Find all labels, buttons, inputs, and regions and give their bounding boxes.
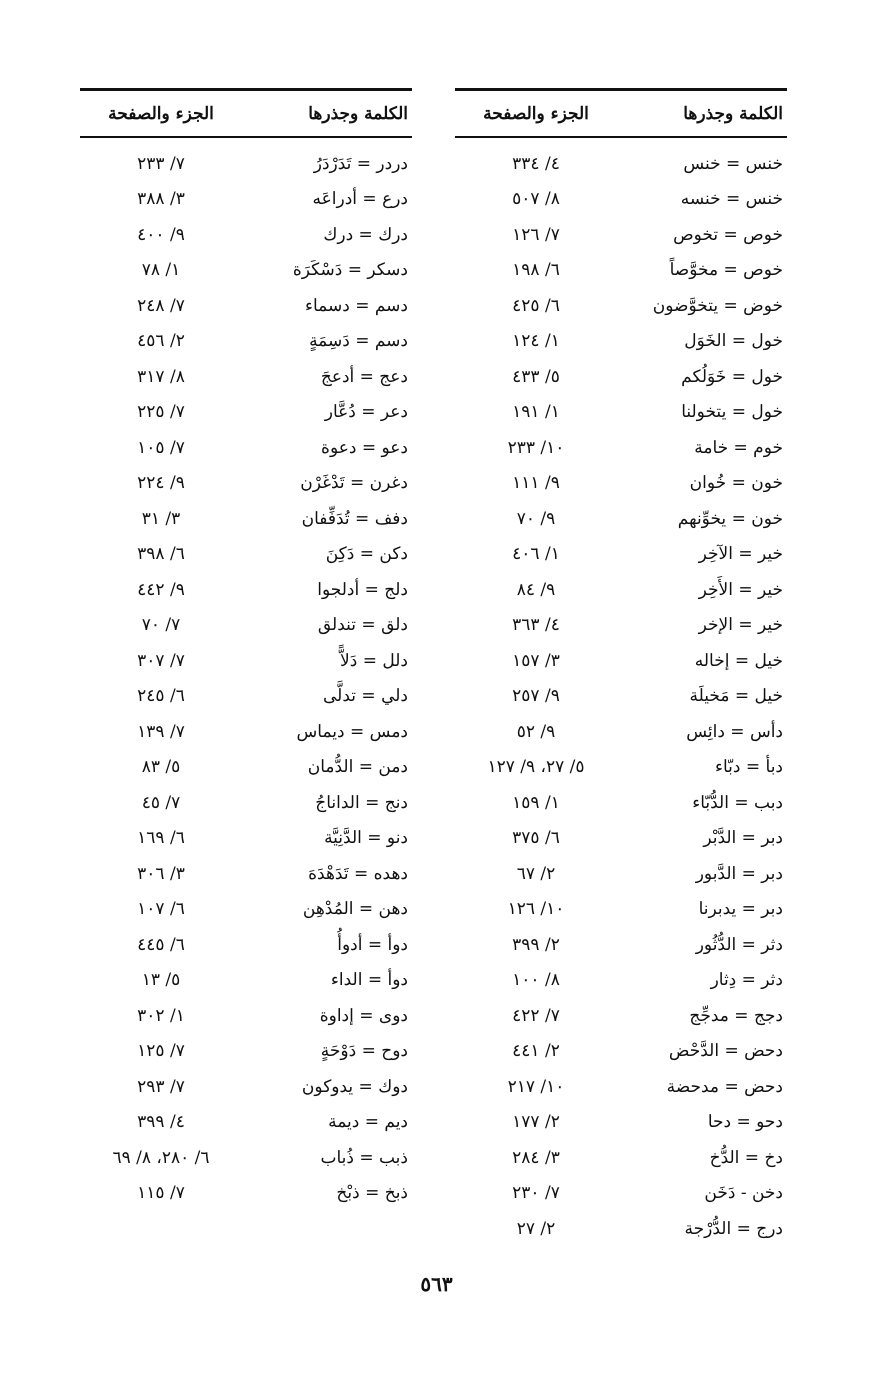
index-entry (80, 146, 412, 182)
entry-reference: ٩/ ٤٠٠ (137, 224, 185, 245)
entry-word: دلق = تندلق (317, 615, 408, 636)
entry-word: دبر = الدَّبور (695, 863, 783, 884)
index-entry (455, 714, 787, 750)
index-entry (80, 892, 412, 928)
index-entry (455, 927, 787, 963)
entry-word: دحض = مدحضة (666, 1076, 783, 1097)
entry-word: درج = الدُّرْجة (684, 1218, 783, 1239)
entry-reference: ٧/ ٢٩٣ (137, 1076, 185, 1097)
entry-reference: ٨/ ٣١٧ (137, 366, 185, 387)
entry-word: دأس = دائِس (686, 721, 783, 742)
header-part-page: الجزء والصفحة (483, 103, 589, 124)
index-entry (80, 750, 412, 786)
entry-reference: ٨/ ٥٠٧ (512, 189, 560, 210)
entry-word: خوم = خامة (694, 437, 783, 458)
entry-reference: ٧/ ١١٥ (137, 1183, 185, 1204)
entry-reference: ٥/ ٨٣ (141, 757, 181, 778)
index-entry (80, 324, 412, 360)
entry-word: دوأ = أدوأُ (337, 934, 408, 955)
entry-word: خيل = مَخيلَة (689, 686, 783, 707)
entry-word: خيل = إخاله (694, 650, 783, 671)
entry-reference: ٧/ ٧٠ (141, 615, 181, 636)
index-entry (455, 856, 787, 892)
entry-reference: ٩/ ٤٤٢ (137, 579, 185, 600)
column-header (80, 91, 412, 136)
entry-word: دبر = الدَّبْر (703, 828, 783, 849)
entry-reference: ٦/ ٤٢٥ (512, 295, 560, 316)
index-entry (455, 643, 787, 679)
entry-word: خنس = خنس (683, 153, 783, 174)
entry-reference: ٢/ ٦٧ (516, 863, 556, 884)
entry-word: دثر = دِثار (710, 970, 783, 991)
index-entry (455, 892, 787, 928)
index-entry (80, 1176, 412, 1212)
index-entry (80, 608, 412, 644)
index-entry (80, 856, 412, 892)
index-entry (80, 785, 412, 821)
entry-reference: ٥/ ٤٣٣ (512, 366, 560, 387)
index-entry (80, 927, 412, 963)
entry-reference: ٤/ ٣٦٣ (512, 615, 560, 636)
entry-word: خير = الأَخِر (698, 579, 783, 600)
index-entry (455, 1211, 787, 1247)
entry-reference: ٧/ ٢٤٨ (137, 295, 185, 316)
entry-word: دفف = تُدَفِّفان (301, 508, 408, 529)
entry-reference: ٦/ ٤٤٥ (137, 934, 185, 955)
entry-reference: ٣/ ١٥٧ (512, 650, 560, 671)
entry-reference: ٤/ ٣٩٩ (137, 1112, 185, 1133)
entry-reference: ٤/ ٣٣٤ (512, 153, 560, 174)
entry-reference: ٦/ ٣٩٨ (137, 544, 185, 565)
entry-reference: ٢/ ٣٩٩ (512, 934, 560, 955)
entry-reference: ١/ ١٢٤ (512, 331, 560, 352)
entry-reference: ٩/ ٥٢ (516, 721, 556, 742)
entry-reference: ٧/ ٤٢٢ (512, 1005, 560, 1026)
entry-word: دثر = الدُّثُور (695, 934, 783, 955)
entry-word: دسم = دسماء (305, 295, 408, 316)
entry-word: خوص = تخوص (673, 224, 783, 245)
entry-word: دبر = يدبرنا (698, 899, 783, 920)
header-word-root: الكلمة وجذرها (308, 103, 408, 124)
index-entry (80, 182, 412, 218)
entry-reference: ٦/ ٢٤٥ (137, 686, 185, 707)
entry-reference: ١٠/ ١٢٦ (507, 899, 565, 920)
index-entry (80, 1105, 412, 1141)
column-header (455, 91, 787, 136)
index-entry (455, 182, 787, 218)
entry-word: ذبخ = ذبْخ (336, 1183, 408, 1204)
entry-word: دسم = دَسِمَةٍ (309, 331, 408, 352)
entry-reference: ٣/ ٣٨٨ (137, 189, 185, 210)
entry-reference: ١/ ٣٠٢ (137, 1005, 185, 1026)
entry-reference: ٧/ ٤٥ (141, 792, 181, 813)
index-entry (455, 217, 787, 253)
entry-word: دوأ = الداء (330, 970, 408, 991)
entry-reference: ٨/ ١٠٠ (512, 970, 560, 991)
entry-reference: ٩/ ٢٢٤ (137, 473, 185, 494)
index-entry (80, 1140, 412, 1176)
entry-reference: ٩/ ١١١ (512, 473, 560, 494)
entry-reference: ٧/ ١٢٦ (512, 224, 560, 245)
entry-word: خول = يتخولنا (681, 402, 783, 423)
entry-reference: ٦/ ٣٧٥ (512, 828, 560, 849)
index-entry (80, 1034, 412, 1070)
entry-list (455, 138, 787, 1247)
index-entry (80, 963, 412, 999)
entry-word: دعو = دعوة (321, 437, 408, 458)
entry-word: دلي = تدلَّى (323, 686, 408, 707)
entry-reference: ٢/ ٢٧ (516, 1218, 556, 1239)
index-entry (80, 998, 412, 1034)
index-entry (80, 679, 412, 715)
entry-reference: ١/ ١٩١ (512, 402, 560, 423)
entry-reference: ١/ ١٥٩ (512, 792, 560, 813)
index-entry (80, 430, 412, 466)
entry-reference: ٧/ ٢٢٥ (137, 402, 185, 423)
entry-reference: ٦/ ١٩٨ (512, 260, 560, 281)
index-entry (80, 466, 412, 502)
entry-reference: ٩/ ٧٠ (516, 508, 556, 529)
index-entry (455, 1105, 787, 1141)
entry-reference: ٧/ ٢٣٣ (137, 153, 185, 174)
entry-reference: ٧/ ٢٣٠ (512, 1183, 560, 1204)
entry-word: دهن = المُدْهِن (302, 899, 408, 920)
entry-reference: ٦/ ٢٨٠، ٨/ ٦٩ (112, 1147, 210, 1168)
entry-word: درع = أدراعَه (312, 189, 408, 210)
entry-word: دحض = الدَّحْض (668, 1041, 783, 1062)
entry-reference: ٥/ ٢٧، ٩/ ١٢٧ (487, 757, 585, 778)
entry-word: ذبب = ذُباب (320, 1147, 408, 1168)
index-entry (455, 572, 787, 608)
index-entry (80, 714, 412, 750)
index-entry (80, 821, 412, 857)
index-entry (80, 501, 412, 537)
entry-word: خول = خَوَلُكم (681, 366, 783, 387)
index-entry (455, 963, 787, 999)
entry-reference: ٦/ ١٠٧ (137, 899, 185, 920)
entry-reference: ٣/ ٣١ (141, 508, 181, 529)
entry-word: خنس = خنسه (680, 189, 783, 210)
page-number: ٥٦٣ (420, 1272, 453, 1296)
entry-word: دهده = تَدَهْدَهَ (308, 863, 408, 884)
index-entry (455, 466, 787, 502)
entry-word: دبأ = دبّاء (714, 757, 783, 778)
index-entry (455, 1034, 787, 1070)
entry-reference: ٢/ ١٧٧ (512, 1112, 560, 1133)
entry-reference: ٢/ ٤٤١ (512, 1041, 560, 1062)
entry-word: خون = يخوِّنهم (677, 508, 783, 529)
index-entry (80, 395, 412, 431)
entry-list (80, 138, 412, 1211)
entry-reference: ١٠/ ٢٣٣ (507, 437, 565, 458)
index-entry (455, 998, 787, 1034)
entry-word: دمن = الدُّمان (307, 757, 408, 778)
entry-word: دعج = أدعجَ (320, 366, 408, 387)
entry-reference: ٦/ ١٦٩ (137, 828, 185, 849)
entry-reference: ٧/ ١٢٥ (137, 1041, 185, 1062)
entry-word: دسكر = دَسْكَرَة (292, 260, 408, 281)
index-column-left (80, 88, 412, 1211)
index-entry (80, 1069, 412, 1105)
entry-reference: ٧/ ١٣٩ (137, 721, 185, 742)
entry-word: دكن = دَكِنَ (325, 544, 408, 565)
index-entry (80, 253, 412, 289)
entry-word: خوض = يتخوَّضون (652, 295, 783, 316)
entry-reference: ٢/ ٤٥٦ (137, 331, 185, 352)
index-entry (455, 395, 787, 431)
entry-reference: ١/ ٧٨ (141, 260, 181, 281)
index-entry (455, 1140, 787, 1176)
entry-word: دنج = الداناجُ (315, 792, 408, 813)
entry-word: خوص = مخوَّصاً (669, 260, 783, 281)
entry-word: دخن - دَخَن (704, 1183, 783, 1204)
index-entry (80, 288, 412, 324)
entry-word: دجج = مدجِّج (689, 1005, 783, 1026)
entry-word: خون = خُوان (689, 473, 783, 494)
entry-reference: ٥/ ١٣ (141, 970, 181, 991)
index-entry (80, 643, 412, 679)
entry-reference: ١/ ٤٠٦ (512, 544, 560, 565)
entry-word: خول = الخَوَل (684, 331, 783, 352)
entry-word: دوى = إداوة (319, 1005, 408, 1026)
index-entry (455, 608, 787, 644)
entry-word: خير = الإخر (698, 615, 783, 636)
index-entry (80, 359, 412, 395)
index-entry (455, 1176, 787, 1212)
index-entry (455, 679, 787, 715)
entry-reference: ٣/ ٣٠٦ (137, 863, 185, 884)
header-word-root: الكلمة وجذرها (683, 103, 783, 124)
entry-word: درك = درك (323, 224, 408, 245)
entry-word: دردر = تَدَرْدَرُ (313, 153, 408, 174)
entry-word: دمس = ديماس (296, 721, 408, 742)
index-entry (455, 324, 787, 360)
index-entry (455, 359, 787, 395)
entry-reference: ٧/ ١٠٥ (137, 437, 185, 458)
entry-reference: ٣/ ٢٨٤ (512, 1147, 560, 1168)
index-entry (455, 785, 787, 821)
index-entry (455, 1069, 787, 1105)
entry-word: دخ = الدُّخ (709, 1147, 783, 1168)
entry-word: خير = الآخِر (698, 544, 783, 565)
index-entry (80, 217, 412, 253)
index-entry (455, 146, 787, 182)
entry-reference: ٩/ ٨٤ (516, 579, 556, 600)
index-entry (455, 288, 787, 324)
index-column-right (455, 88, 787, 1247)
index-entry (455, 430, 787, 466)
entry-word: دغرن = تَدْغَرْن (300, 473, 408, 494)
index-entry (455, 750, 787, 786)
entry-word: ديم = ديمة (328, 1112, 408, 1133)
entry-word: دلل = دَلاًّ (340, 650, 408, 671)
header-part-page: الجزء والصفحة (108, 103, 214, 124)
index-entry (455, 501, 787, 537)
entry-word: دوك = يدوكون (301, 1076, 408, 1097)
entry-word: دوح = دَوْحَةٍ (320, 1041, 408, 1062)
index-entry (80, 572, 412, 608)
index-entry (455, 821, 787, 857)
entry-word: دنو = الدَّنِيَّة (324, 828, 408, 849)
entry-reference: ٩/ ٢٥٧ (512, 686, 560, 707)
entry-word: دبب = الدُّبّاء (692, 792, 783, 813)
index-entry (455, 537, 787, 573)
entry-reference: ١٠/ ٢١٧ (507, 1076, 565, 1097)
index-entry (80, 537, 412, 573)
entry-reference: ٧/ ٣٠٧ (137, 650, 185, 671)
entry-word: دحو = دحا (707, 1112, 783, 1133)
entry-word: دلج = أدلجوا (317, 579, 408, 600)
entry-word: دعر = دُعَّار (324, 402, 408, 423)
index-entry (455, 253, 787, 289)
